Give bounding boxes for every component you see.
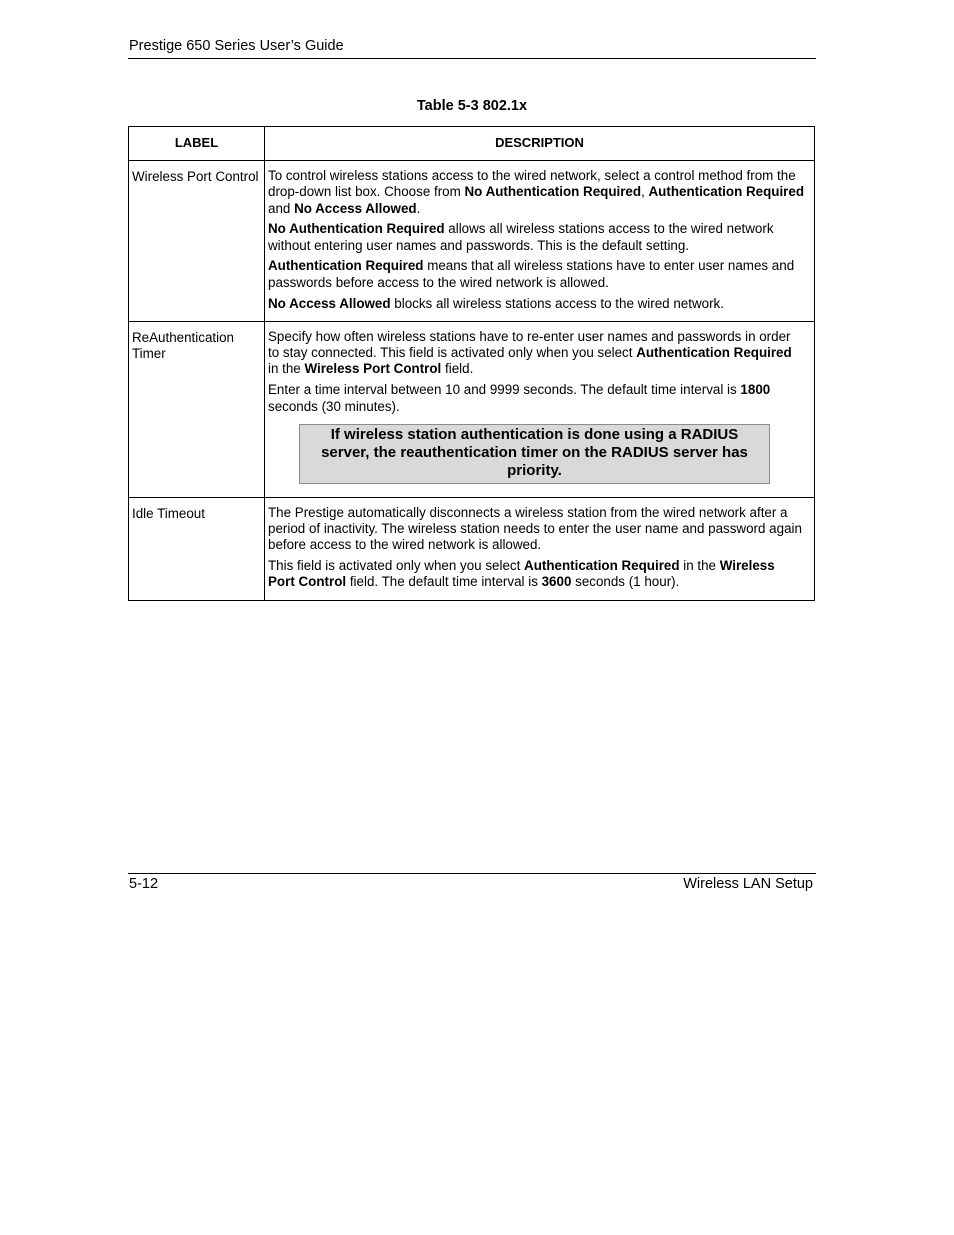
text-run: ,	[641, 184, 649, 200]
text-run: The Prestige automatically disconnects a wireless station from the wired network after a period of inactivity. The wireless station needs to enter the user name and password again before access to the wired network is allowed.	[268, 504, 802, 553]
row-label: Idle Timeout	[129, 497, 265, 600]
note-box: If wireless station authentication is done using a RADIUS server, the reauthentication timer on the RADIUS server has priority.	[299, 424, 770, 484]
text-run: seconds (30 minutes).	[268, 398, 400, 414]
bold-term: No Authentication Required	[268, 221, 445, 237]
description-paragraph	[268, 296, 804, 312]
table-row	[129, 497, 815, 600]
bold-term: No Access Allowed	[294, 200, 417, 216]
row-label: ReAuthentication Timer	[129, 321, 265, 497]
text-run: seconds (1 hour).	[571, 574, 680, 590]
footer-divider	[128, 873, 816, 874]
text-run: and	[268, 200, 295, 216]
section-title: Wireless LAN Setup	[683, 876, 813, 892]
column-header-description: DESCRIPTION	[265, 127, 815, 161]
text-run: in the	[679, 558, 720, 574]
text-run: To control wireless stations access to the wired network, select a control method from the drop-down list box. Choose from	[268, 168, 796, 200]
text-run: Specify how often wireless stations have to re-enter user names and passwords in order to stay connected. This field is activated only when you select	[268, 328, 791, 361]
table-header-row	[129, 127, 815, 161]
text-run: Enter a time interval between 10 and 9999 seconds. The default time interval is	[268, 382, 741, 398]
table-caption: Table 5-3 802.1x	[416, 98, 528, 114]
text-run: .	[416, 200, 421, 216]
text-run: allows all wireless stations access to the wired network without entering user names and passwords. This is the default setting.	[268, 221, 774, 253]
bold-term: No Access Allowed	[268, 295, 391, 311]
text-run: field.	[441, 361, 474, 377]
text-run: means that all wireless stations have to enter user names and passwords before access to the wired network is allowed.	[268, 258, 795, 290]
description-paragraph	[268, 168, 804, 217]
running-header: Prestige 650 Series User’s Guide	[129, 38, 344, 54]
description-paragraph	[268, 505, 804, 554]
bold-term: Wireless Port Control	[304, 361, 442, 377]
description-paragraph	[268, 329, 804, 378]
text-run: This field is activated only when you select	[268, 558, 525, 574]
description-paragraph	[268, 221, 804, 254]
bold-term: Authentication Required	[636, 345, 792, 361]
bold-term: 3600	[541, 574, 572, 590]
bold-term: Wireless Port Control	[268, 558, 775, 590]
description-paragraph	[268, 258, 804, 291]
table-row	[129, 161, 815, 322]
description-paragraph	[268, 382, 804, 415]
bold-term: 1800	[740, 382, 771, 398]
column-header-label: LABEL	[129, 127, 265, 161]
text-run: in the	[268, 361, 305, 377]
text-run: field. The default time interval is	[346, 574, 542, 590]
row-description	[265, 321, 815, 497]
row-label: Wireless Port Control	[129, 161, 265, 322]
bold-term: Authentication Required	[648, 184, 804, 200]
spec-table	[128, 126, 815, 601]
row-description	[265, 161, 815, 322]
bold-term: Authentication Required	[268, 258, 424, 274]
text-run: blocks all wireless stations access to the wired network.	[390, 295, 724, 311]
description-paragraph	[268, 558, 804, 591]
header-divider	[128, 58, 816, 59]
bold-term: Authentication Required	[524, 558, 680, 574]
page-number: 5-12	[129, 876, 159, 892]
row-description	[265, 497, 815, 600]
table-row	[129, 321, 815, 497]
bold-term: No Authentication Required	[464, 184, 642, 200]
